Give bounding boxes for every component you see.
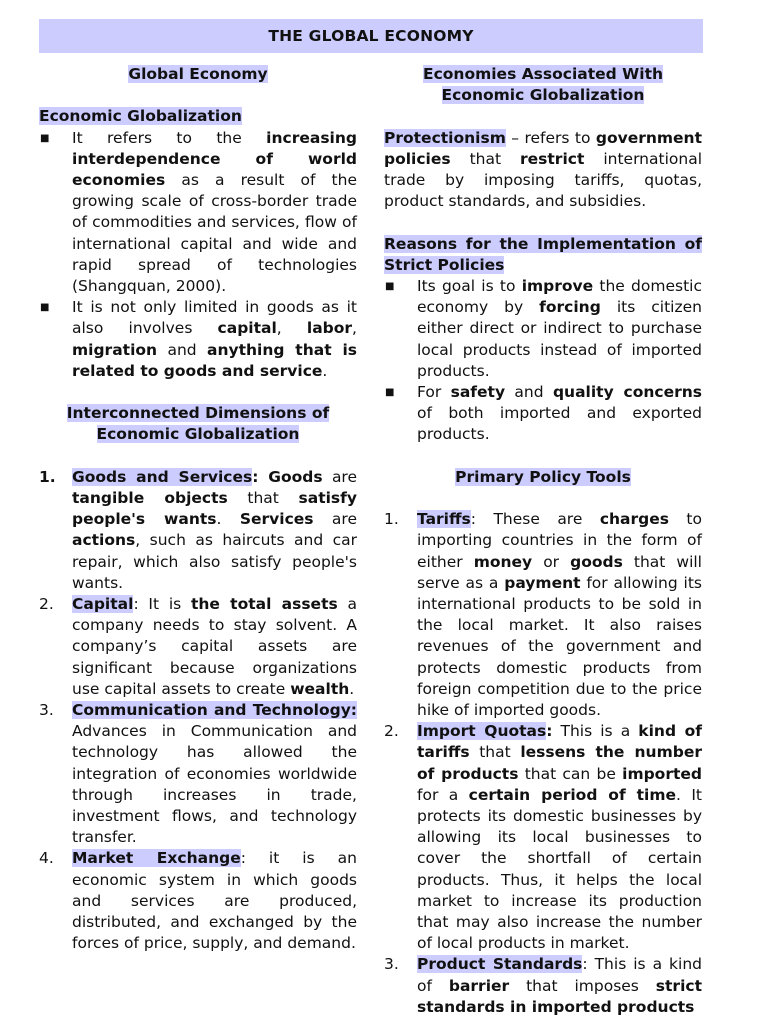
list-item: 4. Market Exchange: it is an economic system in which goods and services are produced, distributed, and exchanged by the forces of price, supply, and demand. — [39, 849, 357, 953]
list-item: 1. Goods and Services: Goods are tangible objects that satisfy people's wants. Services are actions, such as haircuts and car repair, which also satisfy people's wants. — [39, 467, 358, 592]
right-column — [384, 64, 702, 1018]
subheading-reasons: Reasons for the Implementation of Strict Policies — [384, 234, 702, 274]
subheading-economic-globalization: Economic Globalization — [39, 107, 242, 126]
section-heading-economies: Economies Associated With Economic Globalization — [422, 65, 664, 105]
list-item: 2. Capital: It is the total assets a company needs to stay solvent. A company’s capital assets are significant because organizations use capital assets to create wealth. — [39, 595, 357, 698]
left-column — [39, 64, 357, 954]
bullet-item: ■ For safety and quality concerns of both imported and exported products. — [385, 383, 702, 444]
bullet-item: ■ Its goal is to improve the domestic economy by forcing its citizen either direct or indirect to purchase local products instead of imported products. — [385, 277, 702, 380]
bullet-square-icon: ■ — [40, 302, 50, 314]
list-item: 2. Import Quotas: This is a kind of tariffs that lessens the number of products that can be imported for a certain period of time. It protects its domestic businesses by allowing its local businesses to cover the shortfall of certain products. Thus, it helps the local market to increase its production that may also increase the number of local products in market. — [384, 722, 702, 953]
section-heading-global-economy: Global Economy — [128, 65, 268, 83]
bullet-item: ■ It refers to the increasing interdependence of world economies as a result of the growing scale of cross-border trade of commodities and services, flow of international capital and wide and rapid spread of technologies (Shangquan, 2000). — [40, 128, 357, 296]
section-heading-policy-tools: Primary Policy Tools — [455, 467, 631, 486]
list-item: 1. Tariffs: These are charges to importing countries in the form of either money or goods that will serve as a payment for allowing its international products to be sold in the local market. It also raises revenues of the government and protects domestic products from foreign competition due to the price hike of imported goods. — [384, 510, 703, 720]
section-heading-dimensions: Interconnected Dimensions of Economic Globalization — [66, 404, 330, 444]
bullet-square-icon: ■ — [385, 387, 395, 399]
bullet-item: ■ It is not only limited in goods as it also involves capital, labor, migration and anything that is related to goods and service. — [40, 298, 357, 380]
list-item: 3. Product Standards: This is a kind of barrier that imposes strict standards in imported products — [384, 955, 702, 1016]
list-item: 3. Communication and Technology: Advances in Communication and technology has allowed the integration of economies worldwide through increases in trade, investment flows, and technology transfer. — [39, 701, 357, 847]
protectionism-paragraph: Protectionism – refers to government policies that restrict international trade by imposing tariffs, quotas, product standards, and subsidies. — [384, 128, 702, 211]
page-title: THE GLOBAL ECONOMY — [39, 19, 703, 53]
bullet-square-icon: ■ — [40, 132, 50, 144]
bullet-square-icon: ■ — [385, 281, 395, 292]
